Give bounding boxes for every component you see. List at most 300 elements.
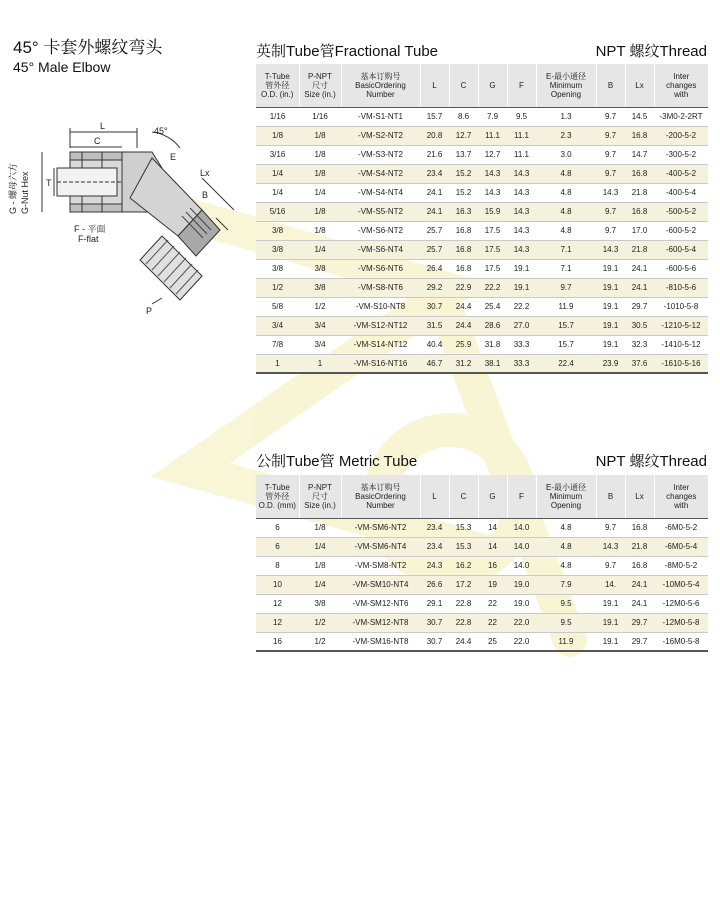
- cell-basic-number: -VM-S16-NT16: [341, 354, 420, 373]
- table-row: [256, 632, 708, 651]
- table-row: [256, 594, 708, 613]
- cell-t-tube: 1/2: [256, 278, 299, 297]
- cell-l: 21.6: [420, 145, 449, 164]
- cell-l: 15.7: [420, 107, 449, 126]
- cell-b: 19.1: [596, 613, 625, 632]
- col-b: B: [596, 475, 625, 518]
- metric-rows: [256, 518, 708, 651]
- cell-basic-number: -VM-S6-NT2: [341, 221, 420, 240]
- cell-t-tube: 12: [256, 613, 299, 632]
- cell-t-tube: 3/8: [256, 259, 299, 278]
- cell-lx: 24.1: [625, 575, 654, 594]
- dim-c-label: C: [94, 136, 101, 146]
- table-row: [256, 259, 708, 278]
- cell-c: 31.2: [449, 354, 478, 373]
- cell-e-min: 15.7: [536, 316, 596, 335]
- table-row: [256, 278, 708, 297]
- col-e-min: E-最小通径 Minimum Opening: [536, 475, 596, 518]
- cell-basic-number: -VM-S4-NT4: [341, 183, 420, 202]
- cell-t-tube: 1/4: [256, 164, 299, 183]
- cell-t-tube: 5/8: [256, 297, 299, 316]
- cell-c: 12.7: [449, 126, 478, 145]
- cell-basic-number: -VM-S2-NT2: [341, 126, 420, 145]
- cell-basic-number: -VM-S12-NT12: [341, 316, 420, 335]
- table-row: [256, 126, 708, 145]
- cell-p-npt: 3/4: [299, 335, 341, 354]
- cell-g: 19: [478, 575, 507, 594]
- cell-lx: 16.8: [625, 164, 654, 183]
- cell-interchanges: -400-5-2: [654, 164, 708, 183]
- cell-c: 15.2: [449, 183, 478, 202]
- cell-g: 22: [478, 613, 507, 632]
- table-header-row: [256, 64, 708, 107]
- col-t-tube: T-Tube 管外径 O.D. (mm): [256, 475, 299, 518]
- metric-title-en: Metric Tube: [338, 453, 418, 470]
- cell-l: 24.3: [420, 556, 449, 575]
- cell-interchanges: -200-5-2: [654, 126, 708, 145]
- cell-basic-number: -VM-SM8-NT2: [341, 556, 420, 575]
- cell-l: 26.4: [420, 259, 449, 278]
- cell-c: 24.4: [449, 316, 478, 335]
- cell-b: 9.7: [596, 107, 625, 126]
- cell-c: 13.7: [449, 145, 478, 164]
- cell-p-npt: 1/8: [299, 126, 341, 145]
- col-g: G: [478, 475, 507, 518]
- col-lx: Lx: [625, 64, 654, 107]
- cell-c: 16.8: [449, 259, 478, 278]
- cell-f: 11.1: [507, 126, 536, 145]
- cell-g: 17.5: [478, 240, 507, 259]
- cell-basic-number: -VM-SM12-NT8: [341, 613, 420, 632]
- cell-interchanges: -16M0-5-8: [654, 632, 708, 651]
- table-row: [256, 145, 708, 164]
- cell-lx: 14.7: [625, 145, 654, 164]
- cell-b: 19.1: [596, 316, 625, 335]
- cell-f: 22.0: [507, 632, 536, 651]
- table-row: [256, 164, 708, 183]
- cell-interchanges: -810-5-6: [654, 278, 708, 297]
- cell-g: 31.8: [478, 335, 507, 354]
- col-f: F: [507, 475, 536, 518]
- cell-e-min: 15.7: [536, 335, 596, 354]
- cell-g: 17.5: [478, 221, 507, 240]
- table-row: [256, 537, 708, 556]
- cell-lx: 29.7: [625, 632, 654, 651]
- cell-c: 15.3: [449, 537, 478, 556]
- cell-f: 14.3: [507, 221, 536, 240]
- cell-lx: 17.0: [625, 221, 654, 240]
- cell-p-npt: 1/8: [299, 145, 341, 164]
- cell-b: 14.3: [596, 183, 625, 202]
- fractional-spec-table: [256, 64, 708, 374]
- cell-basic-number: -VM-SM16-NT8: [341, 632, 420, 651]
- table-row: [256, 107, 708, 126]
- cell-p-npt: 1: [299, 354, 341, 373]
- f-flat-cn-label: F - 平面: [74, 224, 106, 234]
- table-row: [256, 518, 708, 537]
- cell-e-min: 4.8: [536, 221, 596, 240]
- cell-c: 24.4: [449, 632, 478, 651]
- cell-c: 17.2: [449, 575, 478, 594]
- table-row: [256, 556, 708, 575]
- cell-c: 16.8: [449, 221, 478, 240]
- cell-basic-number: -VM-SM6-NT2: [341, 518, 420, 537]
- cell-e-min: 7.9: [536, 575, 596, 594]
- cell-g: 25: [478, 632, 507, 651]
- cell-b: 9.7: [596, 202, 625, 221]
- fractional-rows: [256, 107, 708, 373]
- table-header-row: [256, 475, 708, 518]
- cell-interchanges: -400-5-4: [654, 183, 708, 202]
- cell-interchanges: -600-5-4: [654, 240, 708, 259]
- cell-g: 14: [478, 537, 507, 556]
- cell-basic-number: -VM-S14-NT12: [341, 335, 420, 354]
- cell-interchanges: -500-5-2: [654, 202, 708, 221]
- cell-basic-number: -VM-SM6-NT4: [341, 537, 420, 556]
- cell-b: 9.7: [596, 164, 625, 183]
- table-row: [256, 613, 708, 632]
- cell-t-tube: 3/8: [256, 221, 299, 240]
- cell-b: 9.7: [596, 556, 625, 575]
- cell-basic-number: -VM-S1-NT1: [341, 107, 420, 126]
- table-row: [256, 183, 708, 202]
- cell-f: 14.3: [507, 240, 536, 259]
- cell-b: 19.1: [596, 259, 625, 278]
- cell-p-npt: 1/4: [299, 183, 341, 202]
- cell-c: 16.3: [449, 202, 478, 221]
- cell-g: 22: [478, 594, 507, 613]
- col-b: B: [596, 64, 625, 107]
- cell-c: 24.4: [449, 297, 478, 316]
- cell-interchanges: -3M0-2-2RT: [654, 107, 708, 126]
- cell-basic-number: -VM-SM12-NT6: [341, 594, 420, 613]
- metric-spec-table: [256, 475, 708, 652]
- cell-e-min: 4.8: [536, 183, 596, 202]
- cell-interchanges: -8M0-5-2: [654, 556, 708, 575]
- cell-lx: 16.8: [625, 202, 654, 221]
- cell-l: 30.7: [420, 613, 449, 632]
- cell-l: 46.7: [420, 354, 449, 373]
- cell-g: 15.9: [478, 202, 507, 221]
- product-title-cn: 45° 卡套外螺纹弯头: [13, 38, 163, 57]
- cell-c: 22.9: [449, 278, 478, 297]
- cell-basic-number: -VM-S3-NT2: [341, 145, 420, 164]
- cell-c: 16.2: [449, 556, 478, 575]
- cell-l: 25.7: [420, 240, 449, 259]
- cell-lx: 16.8: [625, 556, 654, 575]
- cell-t-tube: 16: [256, 632, 299, 651]
- cell-f: 33.3: [507, 354, 536, 373]
- cell-g: 14.3: [478, 183, 507, 202]
- cell-interchanges: -600-5-2: [654, 221, 708, 240]
- col-e-min: E-最小通径 Minimum Opening: [536, 64, 596, 107]
- col-c: C: [449, 475, 478, 518]
- cell-b: 19.1: [596, 297, 625, 316]
- cell-interchanges: -600-5-6: [654, 259, 708, 278]
- table-row: [256, 316, 708, 335]
- cell-p-npt: 3/8: [299, 594, 341, 613]
- cell-f: 11.1: [507, 145, 536, 164]
- cell-b: 19.1: [596, 632, 625, 651]
- g-nut-cn-label: G - 螺母六方: [8, 163, 18, 214]
- cell-b: 9.7: [596, 126, 625, 145]
- cell-l: 30.7: [420, 632, 449, 651]
- cell-l: 23.4: [420, 537, 449, 556]
- cell-p-npt: 1/4: [299, 537, 341, 556]
- cell-l: 24.1: [420, 202, 449, 221]
- cell-lx: 24.1: [625, 594, 654, 613]
- cell-e-min: 11.9: [536, 632, 596, 651]
- cell-p-npt: 3/8: [299, 259, 341, 278]
- cell-g: 38.1: [478, 354, 507, 373]
- cell-t-tube: 7/8: [256, 335, 299, 354]
- cell-b: 9.7: [596, 518, 625, 537]
- cell-interchanges: -6M0-5-4: [654, 537, 708, 556]
- cell-lx: 24.1: [625, 278, 654, 297]
- metric-thread-label: NPT 螺纹Thread: [595, 453, 707, 470]
- cell-p-npt: 1/8: [299, 556, 341, 575]
- fractional-section-title: 英制Tube管Fractional Tube: [256, 43, 439, 60]
- cell-l: 30.7: [420, 297, 449, 316]
- cell-p-npt: 1/16: [299, 107, 341, 126]
- cell-b: 14.3: [596, 537, 625, 556]
- table-row: [256, 240, 708, 259]
- cell-t-tube: 1/4: [256, 183, 299, 202]
- col-basic-ordering: 基本订购号 BasicOrdering Number: [341, 64, 420, 107]
- cell-f: 19.1: [507, 278, 536, 297]
- cell-t-tube: 1: [256, 354, 299, 373]
- cell-p-npt: 1/2: [299, 613, 341, 632]
- dim-b-label: B: [202, 190, 209, 200]
- col-f: F: [507, 64, 536, 107]
- cell-l: 23.4: [420, 518, 449, 537]
- cell-f: 14.3: [507, 202, 536, 221]
- cell-basic-number: -VM-S4-NT2: [341, 164, 420, 183]
- cell-l: 29.1: [420, 594, 449, 613]
- cell-c: 22.8: [449, 594, 478, 613]
- cell-g: 17.5: [478, 259, 507, 278]
- cell-t-tube: 3/8: [256, 240, 299, 259]
- cell-basic-number: -VM-SM10-NT4: [341, 575, 420, 594]
- dim-angle-label: 45°: [154, 126, 168, 136]
- cell-t-tube: 1/8: [256, 126, 299, 145]
- cell-interchanges: -1610-5-16: [654, 354, 708, 373]
- col-p-npt: P-NPT 尺寸 Size (in.): [299, 475, 341, 518]
- cell-f: 14.3: [507, 183, 536, 202]
- cell-c: 16.8: [449, 240, 478, 259]
- cell-f: 19.0: [507, 575, 536, 594]
- cell-p-npt: 1/4: [299, 575, 341, 594]
- table-row: [256, 202, 708, 221]
- table-row: [256, 297, 708, 316]
- cell-l: 26.6: [420, 575, 449, 594]
- cell-t-tube: 6: [256, 537, 299, 556]
- cell-interchanges: -300-5-2: [654, 145, 708, 164]
- col-l: L: [420, 64, 449, 107]
- cell-basic-number: -VM-S10-NT8: [341, 297, 420, 316]
- cell-b: 19.1: [596, 594, 625, 613]
- col-basic-ordering: 基本订购号 BasicOrdering Number: [341, 475, 420, 518]
- cell-g: 16: [478, 556, 507, 575]
- cell-p-npt: 1/4: [299, 240, 341, 259]
- cell-e-min: 7.1: [536, 240, 596, 259]
- cell-l: 20.8: [420, 126, 449, 145]
- cell-l: 24.1: [420, 183, 449, 202]
- cell-c: 8.6: [449, 107, 478, 126]
- cell-f: 33.3: [507, 335, 536, 354]
- cell-e-min: 4.8: [536, 164, 596, 183]
- cell-t-tube: 8: [256, 556, 299, 575]
- cell-t-tube: 3/4: [256, 316, 299, 335]
- cell-p-npt: 1/2: [299, 297, 341, 316]
- cell-lx: 29.7: [625, 297, 654, 316]
- cell-e-min: 9.5: [536, 613, 596, 632]
- cell-b: 19.1: [596, 278, 625, 297]
- col-p-npt: P-NPT 尺寸 Size (in.): [299, 64, 341, 107]
- cell-l: 29.2: [420, 278, 449, 297]
- f-flat-en-label: F-flat: [78, 234, 99, 244]
- col-lx: Lx: [625, 475, 654, 518]
- table-row: [256, 575, 708, 594]
- metric-title-cn: 公制Tube管: [256, 453, 335, 470]
- cell-p-npt: 1/8: [299, 518, 341, 537]
- cell-e-min: 1.3: [536, 107, 596, 126]
- cell-e-min: 22.4: [536, 354, 596, 373]
- cell-g: 28.6: [478, 316, 507, 335]
- cell-interchanges: -12M0-5-8: [654, 613, 708, 632]
- cell-t-tube: 3/16: [256, 145, 299, 164]
- cell-f: 19.0: [507, 594, 536, 613]
- fractional-thread-label: NPT 螺纹Thread: [595, 43, 707, 60]
- cell-b: 23.9: [596, 354, 625, 373]
- cell-l: 23.4: [420, 164, 449, 183]
- cell-f: 19.1: [507, 259, 536, 278]
- metric-section-title: [256, 450, 417, 471]
- cell-basic-number: -VM-S8-NT6: [341, 278, 420, 297]
- cell-c: 15.3: [449, 518, 478, 537]
- cell-f: 22.0: [507, 613, 536, 632]
- cell-e-min: 2.3: [536, 126, 596, 145]
- table-row: [256, 221, 708, 240]
- cell-b: 14.: [596, 575, 625, 594]
- cell-interchanges: -1210-5-12: [654, 316, 708, 335]
- cell-f: 14.0: [507, 537, 536, 556]
- cell-basic-number: -VM-S6-NT4: [341, 240, 420, 259]
- cell-g: 14: [478, 518, 507, 537]
- cell-e-min: 4.8: [536, 518, 596, 537]
- cell-f: 14.0: [507, 556, 536, 575]
- cell-f: 14.3: [507, 164, 536, 183]
- cell-e-min: 3.0: [536, 145, 596, 164]
- col-interchanges: Inter changes with: [654, 64, 708, 107]
- cell-g: 14.3: [478, 164, 507, 183]
- cell-lx: 32.3: [625, 335, 654, 354]
- col-l: L: [420, 475, 449, 518]
- cell-basic-number: -VM-S6-NT6: [341, 259, 420, 278]
- dim-p-label: P: [146, 306, 153, 316]
- cell-b: 9.7: [596, 145, 625, 164]
- cell-b: 14.3: [596, 240, 625, 259]
- cell-lx: 24.1: [625, 259, 654, 278]
- cell-f: 27.0: [507, 316, 536, 335]
- dim-l-label: L: [100, 121, 106, 131]
- cell-p-npt: 1/8: [299, 164, 341, 183]
- cell-g: 12.7: [478, 145, 507, 164]
- cell-lx: 21.8: [625, 537, 654, 556]
- cell-e-min: 11.9: [536, 297, 596, 316]
- cell-e-min: 7.1: [536, 259, 596, 278]
- table-row: [256, 354, 708, 373]
- cell-l: 40.4: [420, 335, 449, 354]
- cell-t-tube: 5/16: [256, 202, 299, 221]
- col-c: C: [449, 64, 478, 107]
- cell-g: 25.4: [478, 297, 507, 316]
- cell-g: 11.1: [478, 126, 507, 145]
- cell-interchanges: -12M0-5-6: [654, 594, 708, 613]
- cell-g: 22.2: [478, 278, 507, 297]
- cell-lx: 16.8: [625, 518, 654, 537]
- cell-lx: 14.5: [625, 107, 654, 126]
- col-interchanges: Inter changes with: [654, 475, 708, 518]
- cell-f: 22.2: [507, 297, 536, 316]
- cell-c: 15.2: [449, 164, 478, 183]
- cell-e-min: 4.8: [536, 556, 596, 575]
- cell-lx: 21.8: [625, 240, 654, 259]
- cell-lx: 30.5: [625, 316, 654, 335]
- dim-t-label: T: [46, 178, 52, 188]
- cell-l: 25.7: [420, 221, 449, 240]
- cell-e-min: 9.5: [536, 594, 596, 613]
- cell-lx: 21.8: [625, 183, 654, 202]
- cell-t-tube: 6: [256, 518, 299, 537]
- cell-p-npt: 3/8: [299, 278, 341, 297]
- cell-g: 7.9: [478, 107, 507, 126]
- cell-basic-number: -VM-S5-NT2: [341, 202, 420, 221]
- product-title-en: 45° Male Elbow: [13, 59, 111, 75]
- col-t-tube: T-Tube 管外径 O.D. (in.): [256, 64, 299, 107]
- table-row: [256, 335, 708, 354]
- cell-p-npt: 1/2: [299, 632, 341, 651]
- cell-p-npt: 1/8: [299, 221, 341, 240]
- cell-t-tube: 12: [256, 594, 299, 613]
- cell-lx: 37.6: [625, 354, 654, 373]
- cell-lx: 16.8: [625, 126, 654, 145]
- cell-interchanges: -1410-5-12: [654, 335, 708, 354]
- cell-t-tube: 1/16: [256, 107, 299, 126]
- cell-t-tube: 10: [256, 575, 299, 594]
- cell-lx: 29.7: [625, 613, 654, 632]
- cell-e-min: 9.7: [536, 278, 596, 297]
- cell-interchanges: -1010-5-8: [654, 297, 708, 316]
- col-g: G: [478, 64, 507, 107]
- cell-p-npt: 1/8: [299, 202, 341, 221]
- cell-e-min: 4.8: [536, 537, 596, 556]
- cell-p-npt: 3/4: [299, 316, 341, 335]
- cell-c: 25.9: [449, 335, 478, 354]
- cell-interchanges: -6M0-5-2: [654, 518, 708, 537]
- cell-f: 14.0: [507, 518, 536, 537]
- cell-b: 19.1: [596, 335, 625, 354]
- male-elbow-diagram: [2, 118, 247, 338]
- dim-e-label: E: [170, 152, 177, 162]
- cell-b: 9.7: [596, 221, 625, 240]
- cell-interchanges: -10M0-5-4: [654, 575, 708, 594]
- dim-lx-label: Lx: [200, 168, 210, 178]
- cell-l: 31.5: [420, 316, 449, 335]
- cell-f: 9.5: [507, 107, 536, 126]
- cell-c: 22.8: [449, 613, 478, 632]
- g-nut-en-label: G-Nut Hex: [20, 171, 30, 214]
